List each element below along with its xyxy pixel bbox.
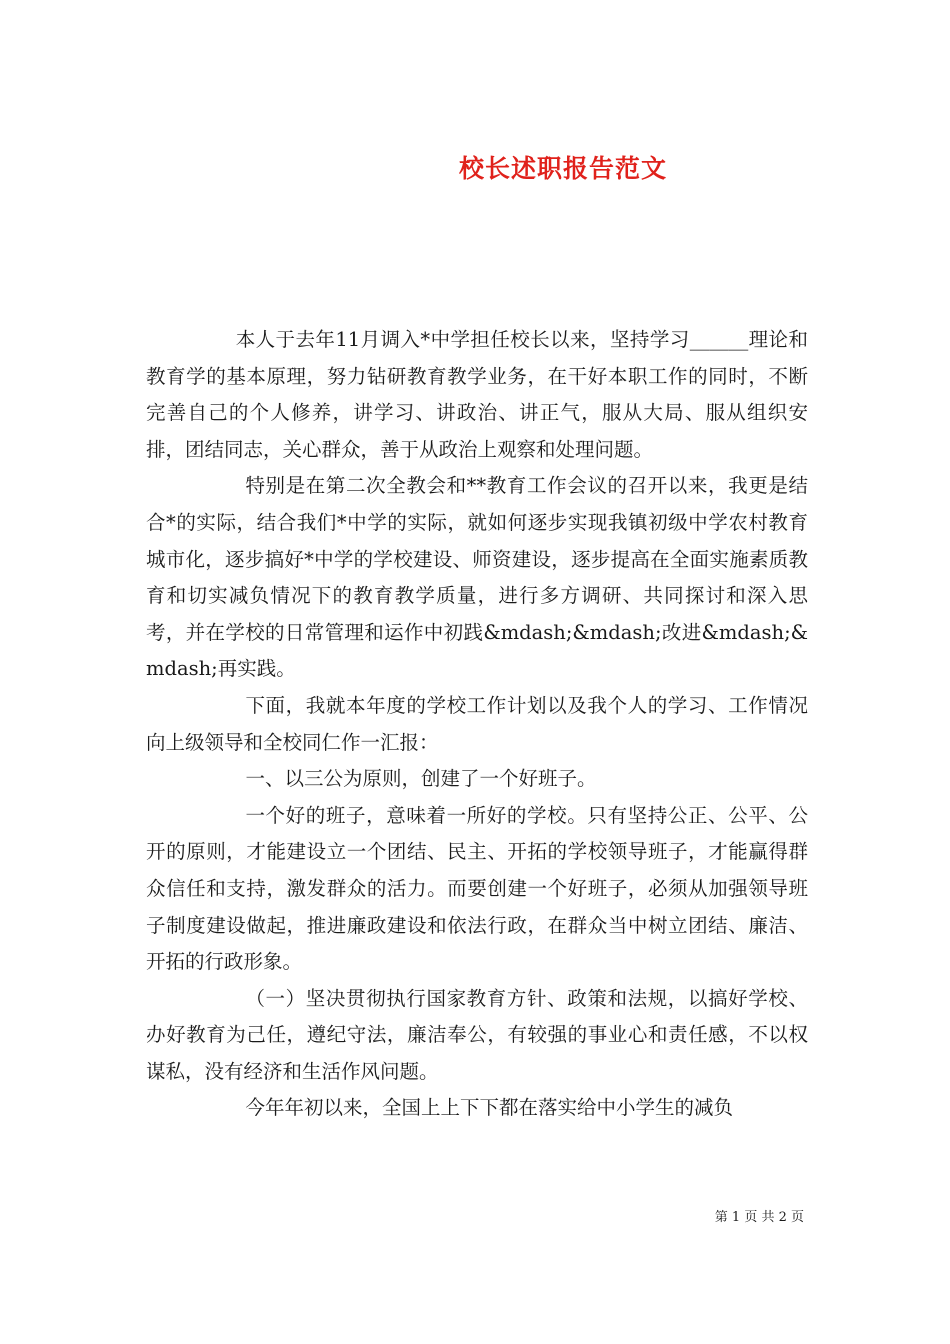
paragraph-5: 今年年初以来，全国上上下下都在落实给中小学生的减负 (245, 1096, 733, 1120)
page-number: 第 1 页 共 2 页 (714, 1210, 804, 1225)
subsection-1: （一）坚决贯彻执行国家教育方针、政策和法规，以搞好学校、办好教育为己任，遵纪守法，廉洁奉公，有较强的事业心和责任感，不以权谋私，没有经济和生活作风问题。 (146, 986, 808, 1083)
paragraph-2: 特别是在第二次全教会和**教育工作会议的召开以来，我更是结合*的实际，结合我们*中学的实际，就如何逐步实现我镇初级中学农村教育城市化，逐步搞好*中学的学校建设、师资建设，逐步提高在全面实施素质教育和切实减负情况下的教育教学质量，进行多方调研、共同探讨和深入思考，并在学校的日常管理和运作中初践&mdash;&mdash;改进&mdash;&mdash;再实践。 (146, 474, 808, 681)
paragraph-4: 一个好的班子，意味着一所好的学校。只有坚持公正、公平、公开的原则，才能建设立一个团结、民主、开拓的学校领导班子，才能赢得群众信任和支持，激发群众的活力。而要创建一个好班子，必须从加强领导班子制度建设做起，推进廉政建设和依法行政，在群众当中树立团结、廉洁、开拓的行政形象。 (146, 803, 808, 974)
paragraph-1: 本人于去年11月调入*中学担任校长以来，坚持学习______理论和教育学的基本原理，努力钻研教育教学业务，在干好本职工作的同时，不断完善自己的个人修养，讲学习、讲政治、讲正气，服从大局、服从组织安排，团结同志，关心群众，善于从政治上观察和处理问题。 (146, 328, 808, 461)
document-title: 校长述职报告范文 (458, 153, 667, 183)
document-body (146, 322, 808, 1127)
paragraph-3: 下面，我就本年度的学校工作计划以及我个人的学习、工作情况向上级领导和全校同仁作一汇报： (146, 693, 808, 754)
section-heading-1: 一、以三公为原则，创建了一个好班子。 (245, 767, 597, 791)
